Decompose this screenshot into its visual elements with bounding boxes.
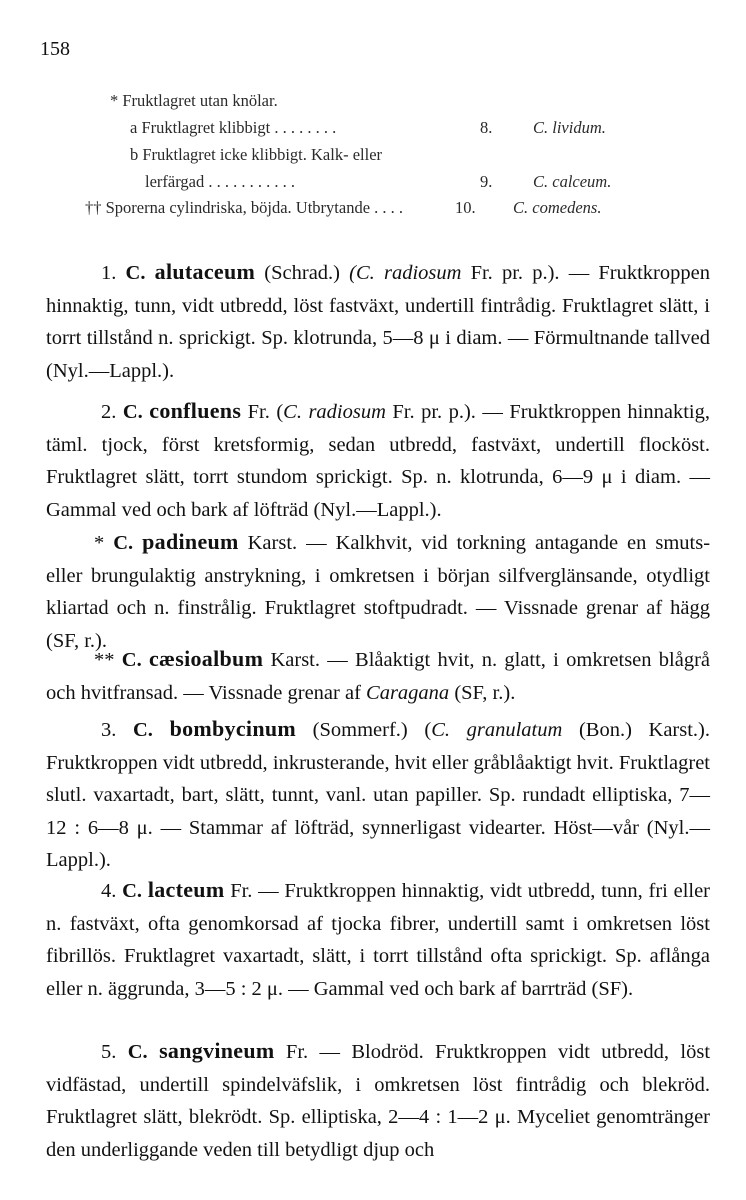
key-line-text: b Fruktlagret icke klibbigt. Kalk- eller <box>130 145 383 164</box>
entry-number: 4. <box>101 880 117 902</box>
key-line-species: C. lividum. <box>533 118 606 137</box>
entry-genus: C. <box>133 719 153 741</box>
species-name: sangvineum <box>159 1038 275 1063</box>
entry-text: Fr. pr. p.). — Fruktkroppen hinnaktig, täml. tjock, först kretsformig, sedan utbredd, fastväxt, undertill flocköst. Fruktlagret slätt, torrt stundom sprickigt. Sp. n. klotrunda, 6—9 μ i diam. — Gammal ved och bark af löfträd (Nyl.—Lappl.). <box>46 401 710 521</box>
entry-host: Caragana <box>366 681 450 704</box>
page-number: 158 <box>40 38 70 60</box>
key-line-number: 8. <box>480 118 493 137</box>
species-entry <box>46 256 710 387</box>
entry-synonym: C. granulatum <box>431 719 563 741</box>
key-line-text: a Fruktlagret klibbigt . . . . . . . . <box>130 118 337 137</box>
entry-genus: C. <box>122 880 143 902</box>
entry-text: (Sommerf.) ( <box>296 719 432 741</box>
key-line-number: 9. <box>480 172 493 191</box>
entry-number: ** <box>94 649 115 671</box>
entry-genus: C. <box>125 262 146 284</box>
entry-number: * <box>94 532 105 554</box>
entry-text: Fr. — Fruktkroppen hinnaktig, vidt utbredd, tunn, fri eller n. fastväxt, ofta genomkorsad af tjocka fibrer, undertill samt i omkretsen löst fibrillös. Fruktlagret vaxartadt, slätt, i torrt tillstånd ofta sprickigt. Sp. aflånga eller n. äggrunda, 3—5 : 2 μ. — Gammal ved och bark af barrträd (SF). <box>46 880 711 1000</box>
entry-text: Fr. — Blodröd. Fruktkroppen vidt utbredd, löst vidfästad, undertill spindelväfslik, i omkretsen löst fintrådig och blekröd. Fruktlagret slätt, blekrödt. Sp. elliptiska, 2—4 : 1—2 μ. Myceliet genomtränger den underliggande veden till betydligt djup och <box>46 1041 711 1161</box>
entry-text: Fr. pr. p.). — Fruktkroppen hinnaktig, tunn, vidt utbredd, löst fastväxt, undertill fintrådig. Fruktlagret slätt, i torrt tillstånd n. sprickigt. Sp. klotrunda, 5—8 μ i diam. — Förmultnande tallved (Nyl.—Lappl.). <box>46 262 710 382</box>
entry-genus: C. <box>122 401 143 423</box>
key-line-number: 10. <box>455 198 476 217</box>
key-line-text: lerfärgad . . . . . . . . . . . <box>145 172 295 191</box>
entry-number: 2. <box>101 401 117 423</box>
entry-text: (Schrad.) <box>255 262 350 284</box>
species-entry <box>46 395 710 526</box>
species-entry <box>46 1035 710 1166</box>
key-line-text: * Fruktlagret utan knölar. <box>110 91 278 110</box>
species-entry <box>46 643 710 709</box>
entry-genus: C. <box>121 649 142 671</box>
species-name: padineum <box>142 529 239 554</box>
species-name: bombycinum <box>169 716 297 741</box>
entry-number: 1. <box>101 262 117 284</box>
species-name: confluens <box>149 398 242 423</box>
key-line-species: C. comedens. <box>513 198 602 217</box>
key-line-text: †† Sporerna cylindriska, böjda. Utbrytande . . . . <box>85 198 404 217</box>
entry-number: 3. <box>101 719 117 741</box>
entry-synonym: (C. radiosum <box>349 262 462 284</box>
entry-text: Fr. ( <box>241 401 284 423</box>
entry-genus: C. <box>113 532 134 554</box>
entry-synonym: C. radiosum <box>283 401 386 423</box>
entry-text: (SF, r.). <box>449 681 516 704</box>
species-name: cæsioalbum <box>148 646 264 671</box>
entry-number: 5. <box>101 1041 117 1063</box>
key-line-species: C. calceum. <box>533 172 612 191</box>
species-name: alutaceum <box>154 259 256 284</box>
entry-genus: C. <box>127 1041 148 1063</box>
species-entry <box>46 713 710 877</box>
entry-text: Karst. — Kalkhvit, vid torkning antagande en smuts- eller brungulaktig anstrykning, i omkretsen i början silfverglänsande, otydligt kliartad och n. finstrålig. Fruktlagret stoftpudradt. — Vissnade grenar af hägg (SF, r.). <box>46 532 711 652</box>
species-entry <box>46 874 710 1005</box>
entry-text: (Bon.) Karst.). Fruktkroppen vidt utbredd, inkrusterande, hvit eller gråblåaktigt hvit. Fruktlagret slutl. vaxartadt, bart, slätt, tunnt, vanl. utan papiller. Sp. rundadt elliptiska, 7—12 : 6—8 μ. — Stammar af löfträd, synnerligast videarter. Höst—vår (Nyl.—Lappl.). <box>46 719 710 871</box>
species-name: lacteum <box>147 877 225 902</box>
species-entry <box>46 526 710 657</box>
entry-text: Karst. — Blåaktigt hvit, n. glatt, i omkretsen blågrå och hvitfransad. — Vissnade grenar af <box>46 649 711 704</box>
